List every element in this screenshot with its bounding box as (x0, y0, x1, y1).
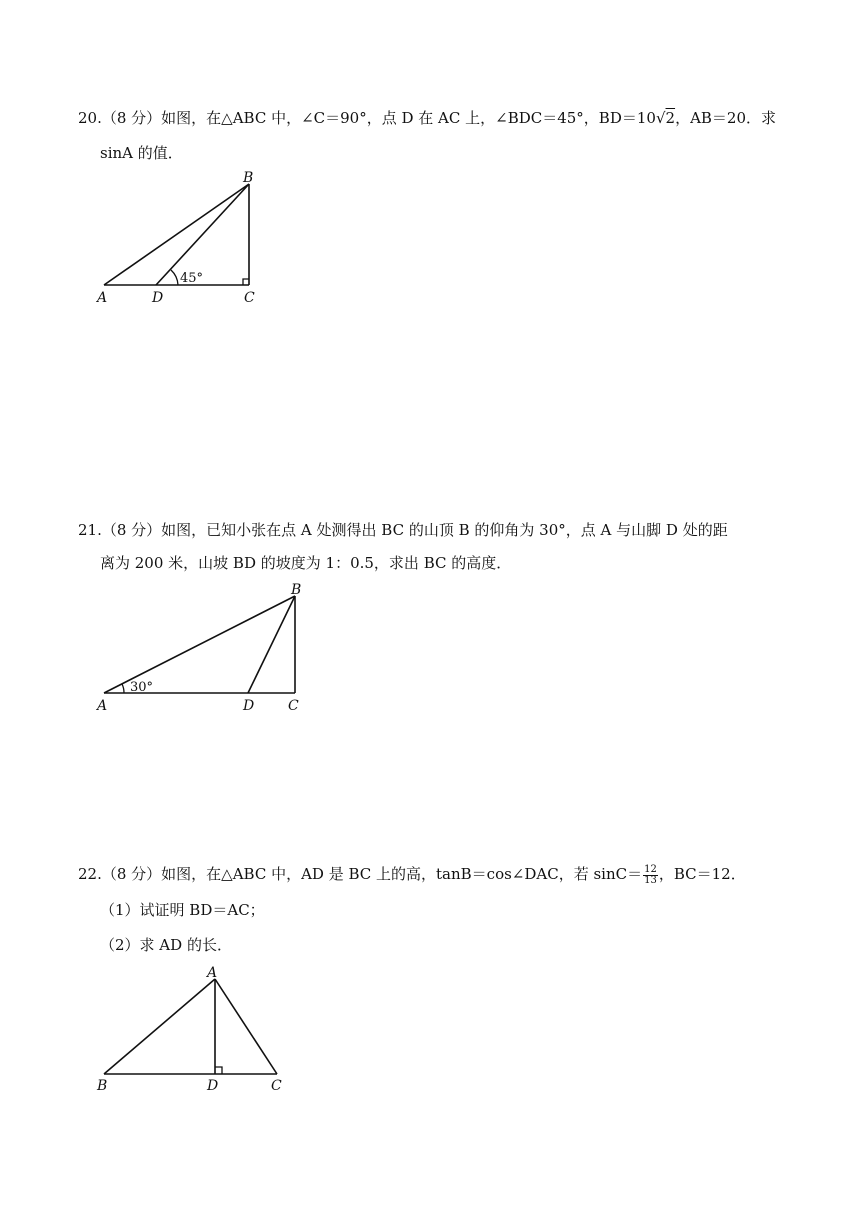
q21-label-C: C (288, 698, 299, 714)
q20-line1-text: 20.（8 分）如图，在△ABC 中，∠C＝90°，点 D 在 AC 上，∠BDC＝45°，BD＝10 (78, 109, 656, 127)
q22-frac-den: 13 (644, 874, 657, 886)
q20-line2: sinA 的值． (100, 144, 183, 162)
q20-label-B: B (243, 170, 254, 186)
q20-angle-label: 45° (180, 271, 204, 286)
q22-label-B: B (97, 1078, 108, 1094)
q22-right-angle-mark (215, 1067, 222, 1074)
q21-line1: 21.（8 分）如图，已知小张在点 A 处测得出 BC 的山顶 B 的仰角为 30°，点 A 与山脚 D 处的距 (78, 521, 728, 539)
q20-sqrt-radicand: 2 (665, 109, 676, 127)
q22-part1: （1）试证明 BD＝AC； (100, 901, 265, 919)
q20-line1-text-end: ，AB＝20．求 (675, 109, 777, 127)
q21-label-A: A (97, 698, 108, 714)
q22-segment-AB (104, 979, 215, 1074)
q21-label-B: B (291, 582, 302, 598)
q22-line1-text: 22.（8 分）如图，在△ABC 中，AD 是 BC 上的高，tanB＝cos∠DAC，若 sinC＝ (78, 865, 643, 883)
q22-frac-num: 12 (644, 863, 657, 875)
q20-sqrt: √2 (655, 109, 676, 127)
q20-label-D: D (152, 290, 164, 306)
q22-label-D: D (207, 1078, 219, 1094)
q21-label-D: D (243, 698, 255, 714)
q20-label-C: C (244, 290, 255, 306)
q22-part2: （2）求 AD 的长． (100, 936, 232, 954)
q22-label-C: C (271, 1078, 282, 1094)
q20-label-A: A (97, 290, 108, 306)
q22-segment-AC (215, 979, 277, 1074)
q22-label-A: A (207, 965, 218, 981)
q22-line1-text-end: ，BC＝12． (658, 865, 746, 883)
q21-line2: 离为 200 米，山坡 BD 的坡度为 1：0.5，求出 BC 的高度． (100, 554, 512, 572)
q21-angle-label: 30° (130, 680, 154, 695)
